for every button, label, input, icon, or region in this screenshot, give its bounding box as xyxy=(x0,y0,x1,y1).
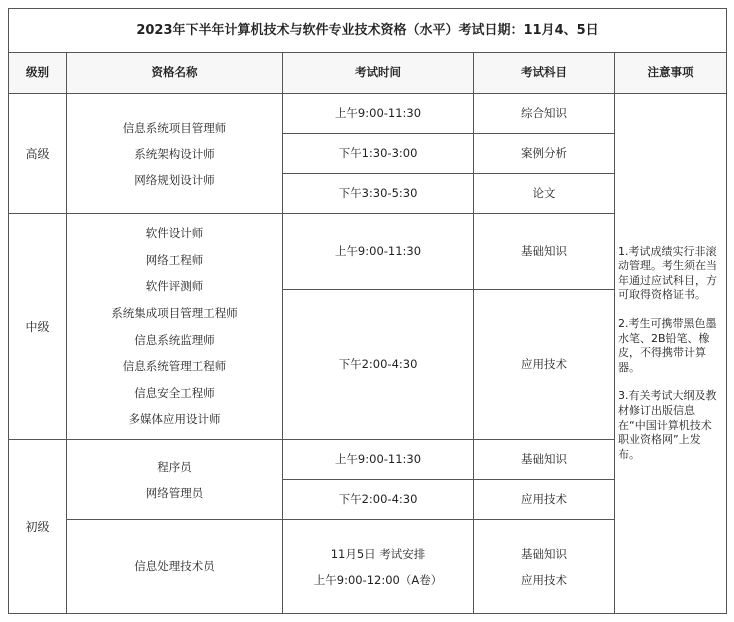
exam-subject: 案例分析 xyxy=(474,134,615,174)
table-row xyxy=(9,94,727,134)
header-time: 考试时间 xyxy=(283,53,474,94)
qualification-name: 网络管理员 xyxy=(145,485,204,500)
header-notes: 注意事项 xyxy=(615,53,727,94)
qualification-name: 信息系统监理师 xyxy=(134,332,215,347)
exam-subject: 基础知识 xyxy=(474,440,615,480)
header-row xyxy=(9,53,727,94)
table-title: 2023年下半年计算机技术与软件专业技术资格（水平）考试日期：11月4、5日 xyxy=(9,9,727,53)
level-senior: 高级 xyxy=(9,94,67,214)
notes-cell xyxy=(615,94,727,614)
exam-subject: 综合知识 xyxy=(474,94,615,134)
qualification-name: 系统架构设计师 xyxy=(134,146,215,161)
header-level: 级别 xyxy=(9,53,67,94)
special-subject-line: 基础知识 xyxy=(521,546,567,561)
senior-qualifications xyxy=(67,94,283,214)
level-intermediate: 中级 xyxy=(9,214,67,440)
exam-time: 下午1:30-3:00 xyxy=(283,134,474,174)
exam-time: 上午9:00-11:30 xyxy=(283,440,474,480)
qualification-name: 网络工程师 xyxy=(145,252,204,267)
junior-qualifications xyxy=(67,440,283,520)
level-junior: 初级 xyxy=(9,440,67,614)
qualification-name: 信息系统项目管理师 xyxy=(122,120,227,135)
exam-schedule-table xyxy=(8,8,727,614)
exam-subject: 应用技术 xyxy=(474,480,615,520)
intermediate-qualifications xyxy=(67,214,283,440)
qualification-name: 信息安全工程师 xyxy=(134,385,215,400)
exam-time: 上午9:00-11:30 xyxy=(283,214,474,290)
exam-time: 下午3:30-5:30 xyxy=(283,174,474,214)
qualification-name: 程序员 xyxy=(157,459,192,474)
qualification-name: 多媒体应用设计师 xyxy=(128,412,221,427)
special-qualification: 信息处理技术员 xyxy=(67,520,283,614)
qualification-name: 软件设计师 xyxy=(145,226,204,241)
special-time-line: 11月5日 考试安排 xyxy=(330,546,426,561)
qualification-name: 系统集成项目管理工程师 xyxy=(111,305,238,320)
qualification-name: 信息系统管理工程师 xyxy=(122,359,227,374)
qualification-name: 网络规划设计师 xyxy=(134,172,215,187)
special-exam-subject xyxy=(474,520,615,614)
exam-subject: 应用技术 xyxy=(474,290,615,440)
note-item: 1.考试成绩实行非滚动管理。考生须在当年通过应试科目，方可取得资格证书。 xyxy=(618,244,717,302)
exam-time: 下午2:00-4:30 xyxy=(283,480,474,520)
header-subject: 考试科目 xyxy=(474,53,615,94)
exam-schedule xyxy=(8,8,726,620)
note-item: 2.考生可携带黑色墨水笔、2B铅笔、橡皮，不得携带计算器。 xyxy=(618,317,717,374)
special-subject-line: 应用技术 xyxy=(521,572,567,587)
exam-subject: 基础知识 xyxy=(474,214,615,290)
special-exam-time xyxy=(283,520,474,614)
exam-time: 下午2:00-4:30 xyxy=(283,290,474,440)
header-qualification: 资格名称 xyxy=(67,53,283,94)
special-time-line: 上午9:00-12:00（A卷） xyxy=(313,572,443,587)
exam-time: 上午9:00-11:30 xyxy=(283,94,474,134)
qualification-name: 软件评测师 xyxy=(145,279,204,294)
note-item: 3.有关考试大纲及教材修订出版信息在“中国计算机技术职业资格网”上发布。 xyxy=(618,389,717,461)
exam-subject: 论文 xyxy=(474,174,615,214)
